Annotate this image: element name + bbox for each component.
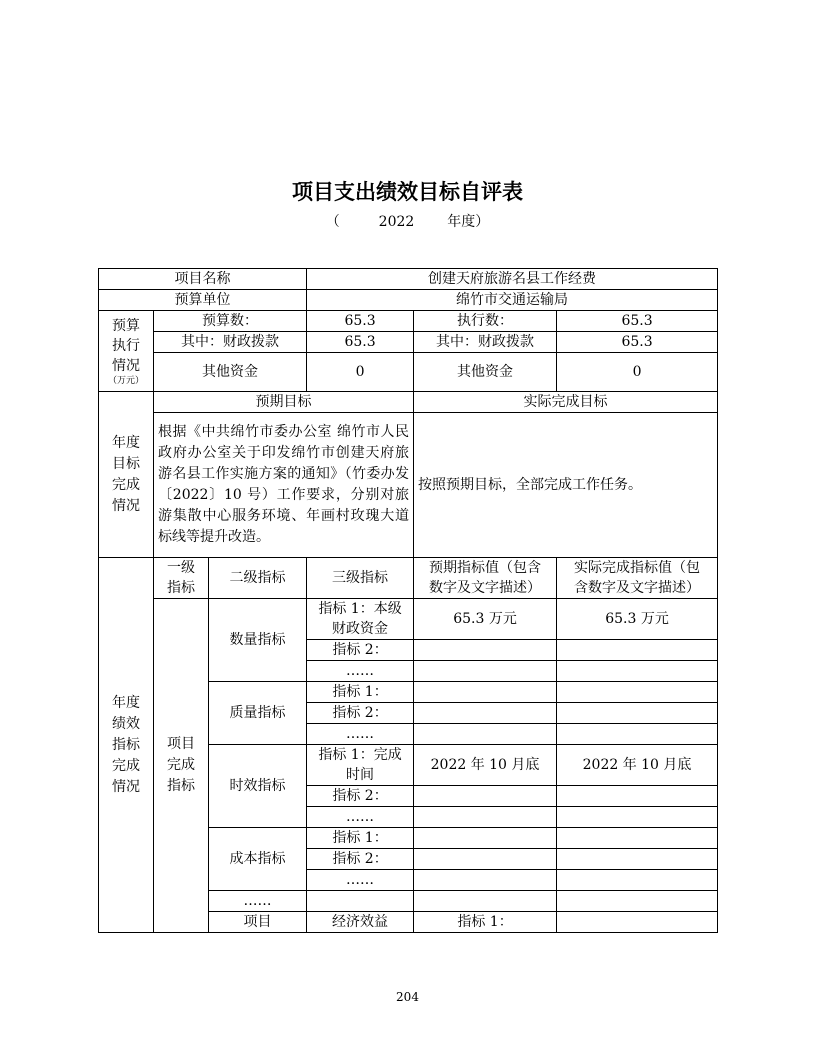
timeliness-indicator-1 xyxy=(307,745,414,786)
budget-unit-label: 预算单位 xyxy=(99,290,307,311)
empty-cell xyxy=(414,807,557,828)
indicators-side-label xyxy=(99,558,154,933)
unit-note: （万元） xyxy=(107,376,144,386)
budget-execution-side-label xyxy=(99,311,154,392)
cost-indicator-label: 成本指标 xyxy=(209,828,307,891)
empty-cell xyxy=(557,849,718,870)
quantity-indicator-1 xyxy=(307,599,414,640)
side-text: 完成 xyxy=(112,757,140,774)
quality-indicator-label: 质量指标 xyxy=(209,682,307,745)
budget-unit-value: 绵竹市交通运输局 xyxy=(307,290,718,311)
expected-goal-paragraph: 根据《中共绵竹市委办公室 绵竹市人民政府办公室关于印发绵竹市创建天府旅游名县工作实施方案的通知》（竹委办发〔2022〕10 号）工作要求，分别对旅游集散中心服务环境、年画村玫瑰大道标线等提升改造。 xyxy=(158,424,410,545)
quantity-indicator-more: …… xyxy=(307,661,414,682)
side-text: 目标 xyxy=(112,455,140,472)
quality-indicator-more: …… xyxy=(307,724,414,745)
quantity-indicator-label: 数量指标 xyxy=(209,599,307,682)
timeliness-1-expected: 2022 年 10 月底 xyxy=(414,745,557,786)
indicator-text: 指标 1：本级 xyxy=(318,601,402,617)
fiscal-budget-value: 65.3 xyxy=(307,332,414,353)
side-text: 情况 xyxy=(112,358,140,374)
empty-cell xyxy=(414,724,557,745)
fiscal-budget-label: 其中：财政拨款 xyxy=(154,332,307,353)
level1-next-project: 项目 xyxy=(209,912,307,933)
cost-indicator-more: …… xyxy=(307,870,414,891)
side-text: 年度 xyxy=(112,434,140,451)
year-close: 年度） xyxy=(447,214,490,230)
side-text: 预算 xyxy=(112,318,140,334)
exec-amount-value: 65.3 xyxy=(557,311,718,332)
level1-text: 完成 xyxy=(167,757,195,773)
economic-benefit-label: 经济效益 xyxy=(307,912,414,933)
col-level3-header: 三级指标 xyxy=(307,558,414,599)
other-exec-value: 0 xyxy=(557,353,718,392)
side-text: 执行 xyxy=(112,338,140,354)
header-text: 实际完成指标值（包 xyxy=(574,560,701,576)
year-open: （ xyxy=(325,214,340,230)
quality-indicator-2: 指标 2： xyxy=(307,703,414,724)
timeliness-1-actual: 2022 年 10 月底 xyxy=(557,745,718,786)
other-budget-value: 0 xyxy=(307,353,414,392)
header-text: 指标 xyxy=(167,580,195,596)
timeliness-indicator-more: …… xyxy=(307,807,414,828)
col-level1-header xyxy=(154,558,209,599)
level1-project-completion xyxy=(154,599,209,933)
col-actual-header xyxy=(557,558,718,599)
empty-cell xyxy=(557,786,718,807)
col-level2-header: 二级指标 xyxy=(209,558,307,599)
empty-cell xyxy=(557,724,718,745)
fiscal-exec-value: 65.3 xyxy=(557,332,718,353)
side-text: 指标 xyxy=(112,736,140,753)
empty-cell xyxy=(414,849,557,870)
empty-cell xyxy=(414,828,557,849)
side-text: 完成 xyxy=(112,476,140,493)
indicator-text: 时间 xyxy=(346,767,375,783)
year-value: 2022 xyxy=(378,214,415,230)
page-number: 204 xyxy=(396,990,419,1004)
economic-indicator-1: 指标 1： xyxy=(414,912,557,933)
quantity-1-actual: 65.3 万元 xyxy=(557,599,718,640)
level2-more: …… xyxy=(209,891,307,912)
empty-cell xyxy=(557,807,718,828)
other-exec-label: 其他资金 xyxy=(414,353,557,392)
cost-indicator-2: 指标 2： xyxy=(307,849,414,870)
cost-indicator-1: 指标 1： xyxy=(307,828,414,849)
budget-amount-value: 65.3 xyxy=(307,311,414,332)
empty-cell xyxy=(414,870,557,891)
quantity-indicator-2: 指标 2： xyxy=(307,640,414,661)
empty-cell xyxy=(414,891,557,912)
empty-cell xyxy=(557,870,718,891)
expected-goal-header: 预期目标 xyxy=(154,392,414,413)
side-text: 绩效 xyxy=(112,715,140,732)
quantity-1-expected: 65.3 万元 xyxy=(414,599,557,640)
other-budget-label: 其他资金 xyxy=(154,353,307,392)
quality-indicator-1: 指标 1： xyxy=(307,682,414,703)
empty-cell xyxy=(557,682,718,703)
expected-goal-text xyxy=(154,413,414,558)
budget-amount-label: 预算数： xyxy=(154,311,307,332)
project-name-label: 项目名称 xyxy=(99,269,307,290)
year-line xyxy=(0,211,815,231)
fiscal-exec-label: 其中：财政拨款 xyxy=(414,332,557,353)
empty-cell xyxy=(414,703,557,724)
empty-cell xyxy=(414,786,557,807)
header-text: 数字及文字描述） xyxy=(429,580,542,596)
self-evaluation-table xyxy=(98,268,718,933)
indicator-text: 指标 1：完成 xyxy=(318,747,402,763)
side-text: 年度 xyxy=(112,694,140,711)
exec-amount-label: 执行数： xyxy=(414,311,557,332)
side-text: 情况 xyxy=(112,778,140,795)
empty-cell xyxy=(414,640,557,661)
empty-cell xyxy=(557,912,718,933)
empty-cell xyxy=(414,682,557,703)
level1-text: 指标 xyxy=(167,778,195,794)
actual-goal-header: 实际完成目标 xyxy=(414,392,718,413)
page-title: 项目支出绩效目标自评表 xyxy=(292,180,523,204)
timeliness-indicator-label: 时效指标 xyxy=(209,745,307,828)
empty-cell xyxy=(307,891,414,912)
actual-goal-paragraph: 按照预期目标，全部完成工作任务。 xyxy=(418,476,643,493)
level1-text: 项目 xyxy=(167,736,195,752)
empty-cell xyxy=(557,661,718,682)
empty-cell xyxy=(414,661,557,682)
empty-cell xyxy=(557,640,718,661)
indicator-text: 财政资金 xyxy=(332,621,389,637)
header-text: 预期指标值（包含 xyxy=(429,560,542,576)
header-text: 含数字及文字描述） xyxy=(574,580,701,596)
empty-cell xyxy=(557,703,718,724)
timeliness-indicator-2: 指标 2： xyxy=(307,786,414,807)
empty-cell xyxy=(557,891,718,912)
header-text: 一级 xyxy=(167,560,195,576)
actual-goal-text xyxy=(414,413,718,558)
project-name-value: 创建天府旅游名县工作经费 xyxy=(307,269,718,290)
empty-cell xyxy=(557,828,718,849)
side-text: 情况 xyxy=(112,497,140,514)
col-expected-header xyxy=(414,558,557,599)
annual-goal-side-label xyxy=(99,392,154,558)
